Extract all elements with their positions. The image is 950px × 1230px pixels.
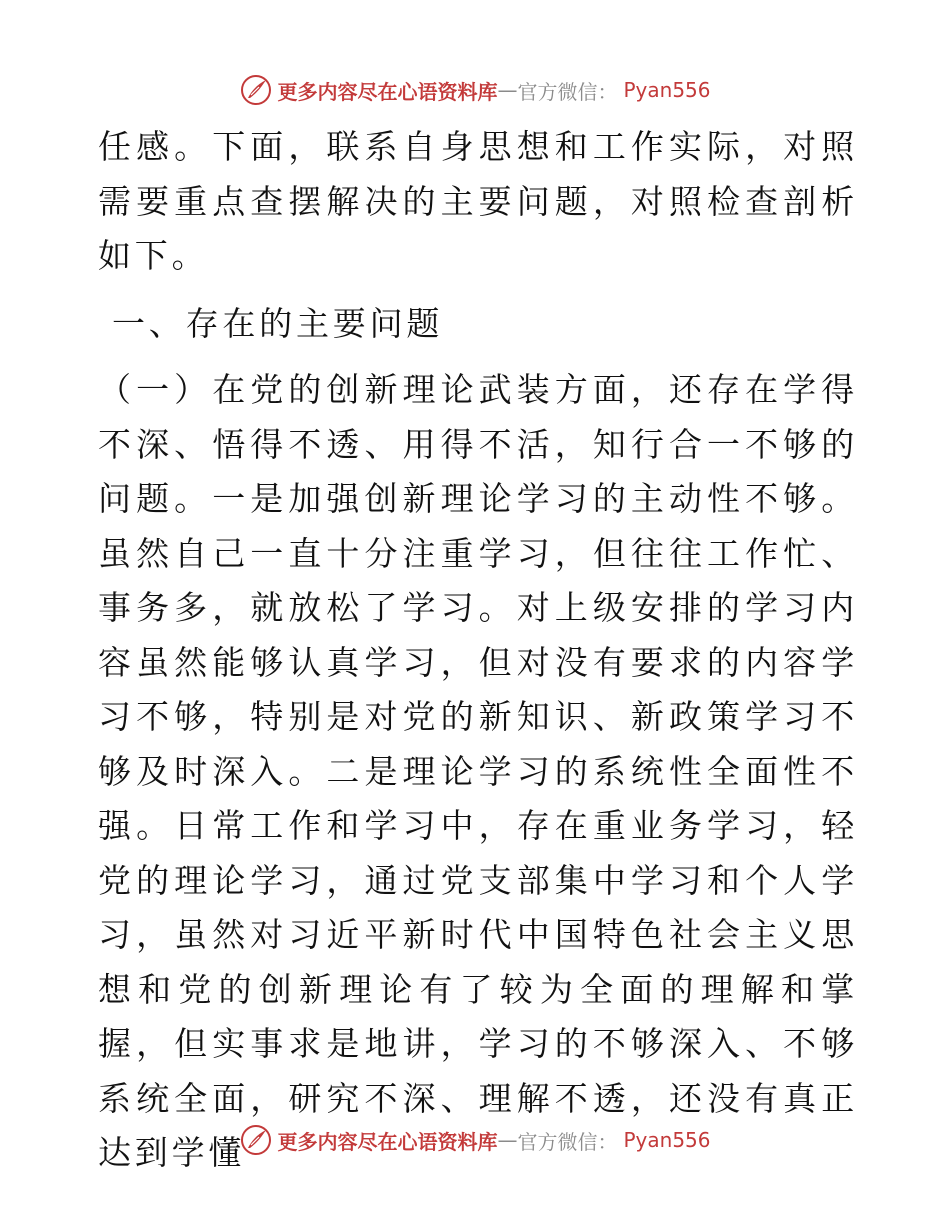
section-heading: 一、存在的主要问题 bbox=[112, 303, 444, 343]
watermark-separator: — bbox=[497, 1128, 518, 1152]
watermark-wechat-id: Pyan556 bbox=[623, 1128, 711, 1152]
document-body bbox=[98, 120, 858, 1181]
watermark-wechat-id: Pyan556 bbox=[623, 78, 711, 102]
watermark-wechat-label: 官方微信： bbox=[517, 79, 618, 104]
header-watermark bbox=[0, 72, 950, 108]
watermark-wechat-label: 官方微信： bbox=[517, 1129, 618, 1154]
watermark-separator: — bbox=[497, 78, 518, 102]
paragraph-main: （一）在党的创新理论武装方面，还存在学得不深、悟得不透、用得不活，知行合一不够的问题。一是加强创新理论学习的主动性不够。虽然自己一直十分注重学习，但往往工作忙、事务多，就放松了学习。对上级安排的学习内容虽然能够认真学习，但对没有要求的内容学习不够，特别是对党的新知识、新政策学习不够及时深入。二是理论学习的系统性全面性不强。日常工作和学习中，存在重业务学习，轻党的理论学习，通过党支部集中学习和个人学习，虽然对习近平新时代中国特色社会主义思想和党的创新理论有了较为全面的理解和掌握，但实事求是地讲，学习的不够深入、不够系统全面，研究不深、理解不透，还没有真正达到学懂 bbox=[98, 370, 858, 1172]
watermark-brand-text: 更多内容尽在心语资料库 bbox=[277, 79, 498, 104]
paragraph-intro: 任感。下面，联系自身思想和工作实际，对照需要重点查摆解决的主要问题，对照检查剖析如下。 bbox=[98, 127, 858, 275]
footer-watermark bbox=[0, 1122, 950, 1158]
feather-pen-logo-icon bbox=[239, 1123, 273, 1157]
feather-pen-logo-icon bbox=[239, 73, 273, 107]
watermark-brand-text: 更多内容尽在心语资料库 bbox=[277, 1129, 498, 1154]
